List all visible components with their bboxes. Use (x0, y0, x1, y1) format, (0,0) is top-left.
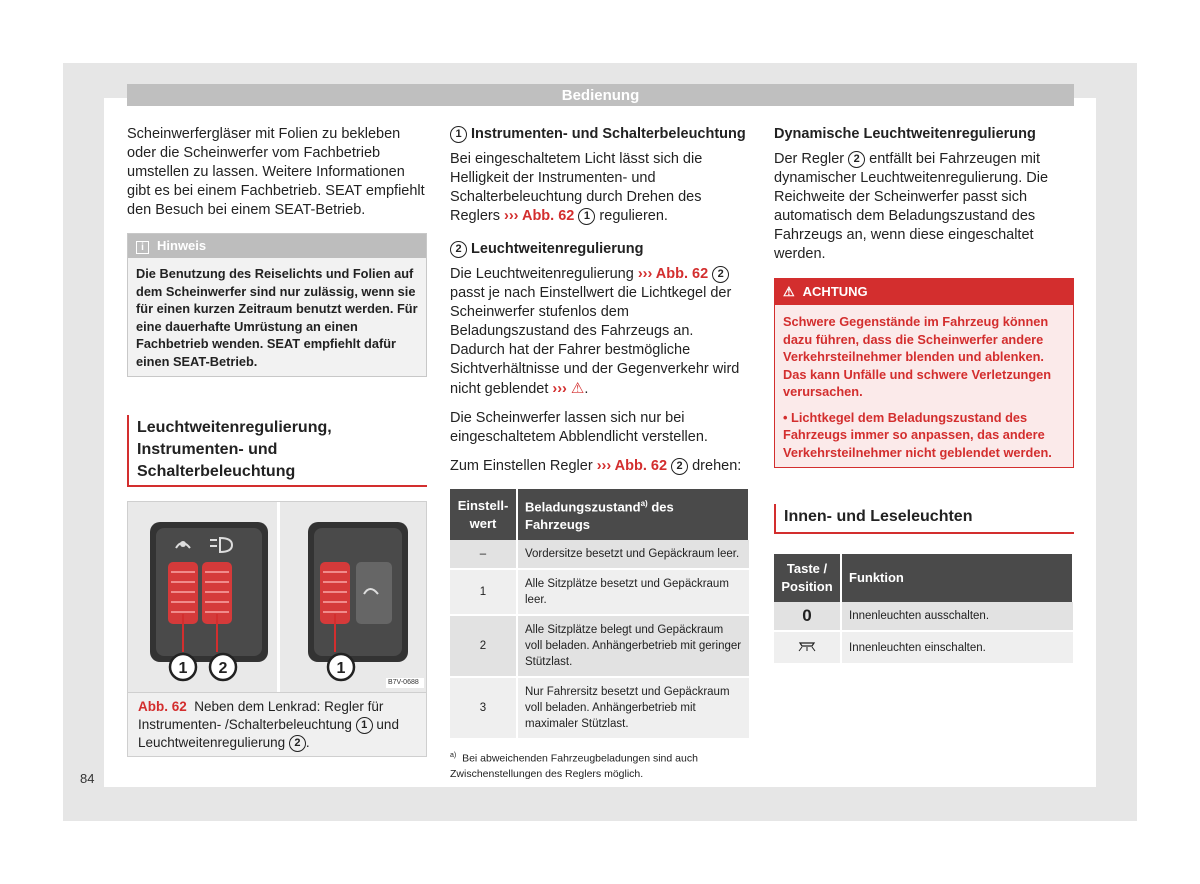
text-leuchtweite: Die Leuchtweitenregulierung ››› Abb. 62 2 passt je nach Einstellwert die Lichtkegel der Scheinwerfer stufenlos dem Beladungszustand des Fahrzeugs an. Dadurch hat der Fahrer bestmögliche Sichtverhältnisse und der Gegenverkehr wird nicht geblendet ››› ⚠. (450, 266, 740, 397)
figure-62 (127, 501, 427, 693)
control-knobs-illustration (128, 502, 426, 692)
achtung-box (774, 278, 1074, 468)
section-title-innen: Innen- und Leseleuchten (774, 504, 1074, 534)
ref-link-abb62-c[interactable]: ››› Abb. 62 (596, 458, 668, 474)
text-dynamisch: Der Regler 2 entfällt bei Fahrzeugen mit dynamischer Leuchtweitenregulierung. Die Reichweite der Scheinwerfer passt sich automatisch dem Beladungszustand des Fahrzeugs an, wenn diese eingeschaltet werden. (774, 151, 1049, 262)
heading-dynamisch: Dynamische Leuchtweitenregulierung (774, 126, 1036, 142)
heading-leuchtweite: 2 Leuchtweitenregulierung (450, 240, 750, 259)
caption-text-1: Neben dem Lenkrad: Regler für Instrumenten- /Schalterbeleuchtung (138, 699, 384, 732)
text-instrumenten: Bei eingeschaltetem Licht lässt sich die Helligkeit der Instrumenten- und Schalterbeleuchtung durch Drehen des Reglers ››› Abb. 62 1 regulieren. (450, 151, 703, 224)
chapter-header: Bedienung (127, 84, 1074, 106)
beladung-table (450, 489, 750, 740)
table-row: – Vordersitze besetzt und Gepäckraum leer. (450, 540, 749, 569)
ref-link-abb62[interactable]: ››› Abb. 62 (504, 208, 575, 224)
caption-and: und (376, 717, 399, 732)
heading-instrumenten: 1 Instrumenten- und Schalterbeleuchtung (450, 125, 750, 144)
th-beladung: Beladungszustand$^{a)}$ des Fahrzeugs (517, 489, 749, 540)
hinweis-body: Die Benutzung des Reiselichts und Folien auf dem Scheinwerfer sind nur zulässig, wenn sie für einen kurzen Zeitraum benutzt werden. Für eine dauerhafte Umrüstung an einen Fachbetrieb wenden. SEAT empfiehlt dafür einen SEAT-Betrieb. (136, 266, 418, 369)
table-header-row: Taste / Position Funktion (774, 554, 1073, 602)
innenleuchten-table (774, 554, 1074, 665)
caption-text-2: Leuchtweitenregulierung (138, 735, 286, 750)
callout-1: 1 (356, 717, 373, 734)
table-row: 2 Alle Sitzplätze belegt und Gepäckraum voll beladen. Anhängerbetrieb mit geringer Stützlast. (450, 615, 749, 677)
column-left (127, 125, 427, 757)
achtung-header: ⚠ ACHTUNG (775, 279, 1073, 305)
svg-text:2: 2 (218, 660, 228, 677)
caption-label: Abb. 62 (138, 699, 187, 714)
svg-text:1: 1 (336, 660, 346, 677)
info-icon: i (136, 241, 149, 254)
warning-ref[interactable]: ››› (552, 381, 567, 397)
warning-triangle-icon: ⚠ (783, 284, 795, 299)
ref-link-abb62-b[interactable]: ››› Abb. 62 (637, 266, 709, 282)
footnote: $^{a)}$ Bei abweichenden Fahrzeugbeladungen sind auch Zwischenstellungen des Reglers möglich. (450, 752, 698, 780)
hinweis-title: Hinweis (157, 238, 207, 253)
table-row: 3 Nur Fahrersitz besetzt und Gepäckraum voll beladen. Anhängerbetrieb mit maximaler Stützlast. (450, 677, 749, 739)
table-header-row (450, 489, 749, 540)
table-row: 1 Alle Sitzplätze besetzt und Gepäckraum leer. (450, 569, 749, 615)
table-row: 0 Innenleuchten ausschalten. (774, 602, 1073, 631)
hinweis-header (128, 234, 426, 258)
achtung-body: Schwere Gegenstände im Fahrzeug können dazu führen, dass die Scheinwerfer andere Verkehrsteilnehmer blenden und ablenken. Das kann Unfälle und schwere Verletzungen verursachen. • Lichtkegel dem Beladungszustand des Fahrzeugs immer so anpassen, das andere Verkehrsteilnehmer nicht geblendet werden. (783, 314, 1052, 460)
th-einstellwert: Einstell-wert (450, 489, 517, 540)
warning-triangle-icon: ⚠ (570, 380, 585, 397)
section-title-leuchtweite: Leuchtweitenregulierung, Instrumenten- und Schalterbeleuchtung (127, 415, 427, 487)
callout-2: 2 (289, 735, 306, 752)
hinweis-box (127, 233, 427, 377)
table-row: Innenleuchten einschalten. (774, 631, 1073, 664)
column-middle (450, 125, 750, 782)
text-einstellen: Zum Einstellen Regler ››› Abb. 62 2 drehen: (450, 458, 742, 474)
column-right (774, 125, 1074, 665)
page-number: 84 (80, 771, 95, 786)
intro-text: Scheinwerfergläser mit Folien zu bekleben oder die Scheinwerfer vom Fachbetrieb umstellen zu lassen. Weitere Informationen gibt es bei einem Fachbetrieb. SEAT empfiehlt den Besuch bei einem SEAT-Betrieb. (127, 126, 425, 218)
figure-code: B7V-0688 (388, 679, 419, 686)
interior-light-icon (795, 643, 819, 655)
svg-text:1: 1 (178, 660, 188, 677)
figure-caption: Abb. 62 Neben dem Lenkrad: Regler für Instrumenten- /Schalterbeleuchtung 1 und Leuchtweitenregulierung 2 . (127, 693, 427, 757)
text-abblendlicht: Die Scheinwerfer lassen sich nur bei eingeschaltetem Abblendlicht verstellen. (450, 410, 708, 445)
